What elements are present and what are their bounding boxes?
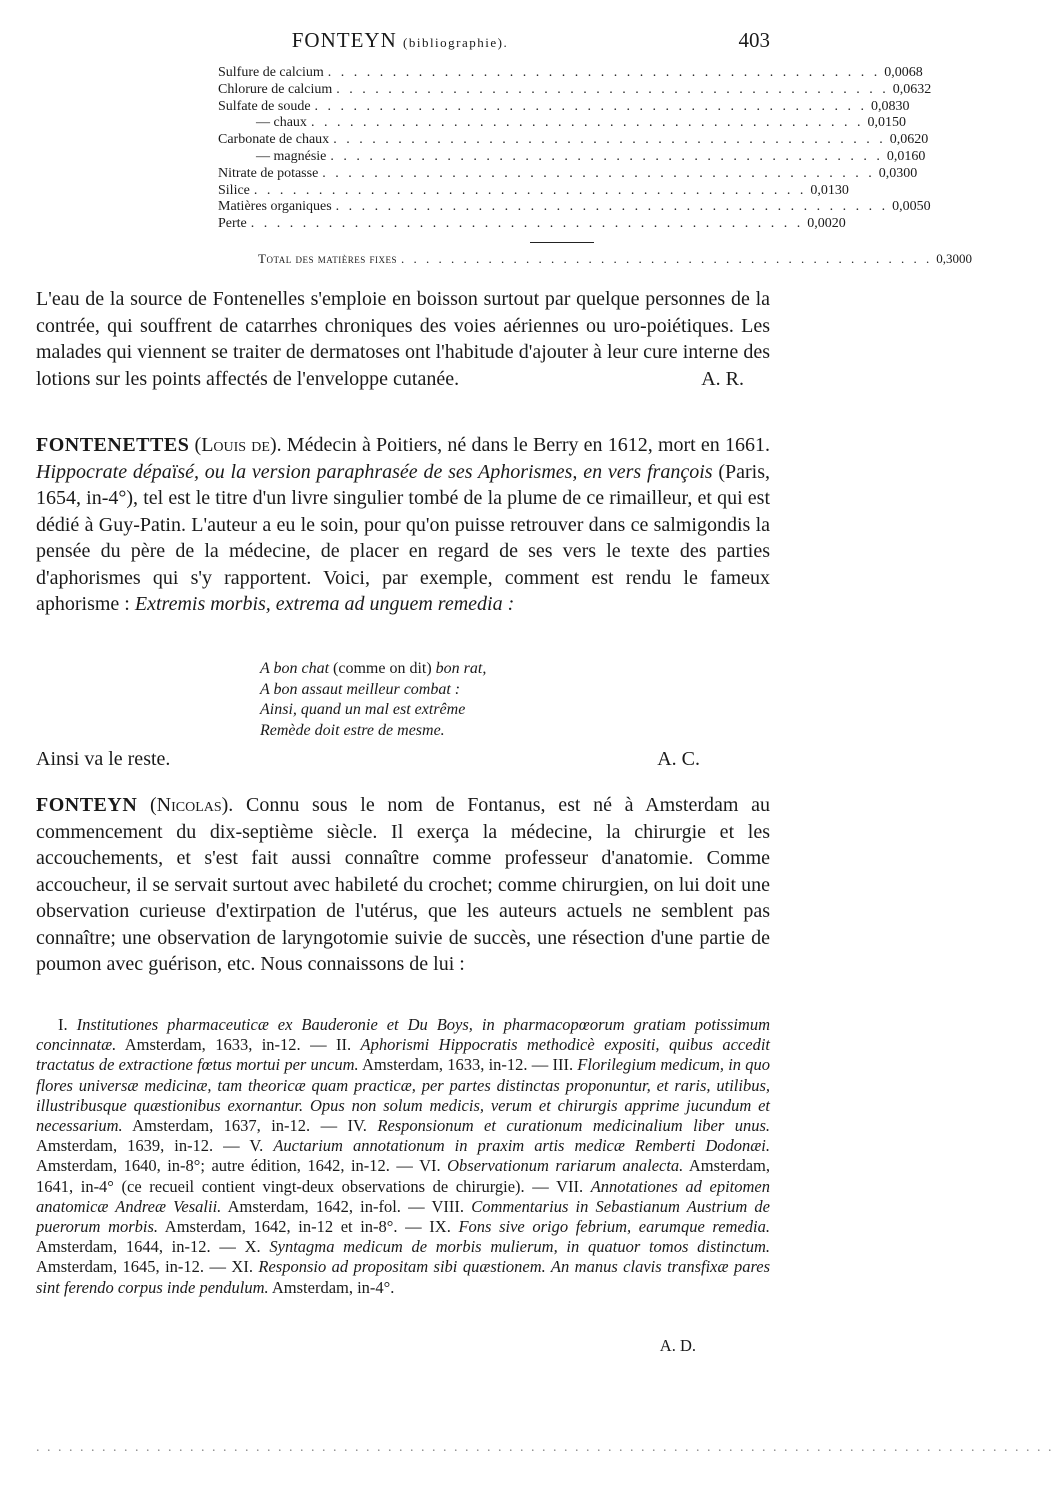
total-label: Total des matières fixes [258,251,397,266]
bibliography-item: XI. Responsio ad propositam sibi quæstionem. An manus clavis transfixæ pares sint ferendo corpus inde pendulum. Amsterdam, in-4°. [36,1257,770,1297]
analysis-row [218,148,926,166]
bibliography-title: Syntagma medicum de morbis mulierum, in quatuor tomos distinctum. [269,1237,770,1257]
bibliography-title: Aphorismi Hippocratis methodicè expositi, quibus accedit tractatus de extractione fœtus mortui per uncum. [36,1035,770,1075]
verse-line-1: A bon chat (comme on dit) bon rat, [260,660,487,677]
total-rule [530,242,594,243]
bibliography-title: Commentarius in Sebastianum Austrium de puerorum morbis. [36,1196,770,1237]
analysis-row-name: Chlorure de calcium [218,81,333,97]
bibliography-title: Observationum rariarum analecta. [447,1156,684,1176]
analysis-row-value: 0,0300 [878,165,918,181]
verse-line-4: Remède doit estre de mesme. [260,721,445,739]
bibliography-item: II. Aphorismi Hippocratis methodicè expositi, quibus accedit tractatus de extractione fœtus mortui per uncum. Amsterdam, 1633, in-12. — [36,1035,770,1075]
entry-fonteyn [36,792,770,978]
bibliography-title: Responsio ad propositam sibi quæstionem. An manus clavis transfixæ pares sint ferendo corpus inde pendulum. [36,1257,770,1297]
analysis-row-name: Sulfure de calcium [218,65,324,80]
analysis-row-value: 0,0632 [892,81,932,97]
analysis-row-name: — magnésie [256,148,327,164]
analysis-row-name: Sulfate de soude [218,98,311,114]
running-title-name: FONTEYN [291,28,397,52]
bibliography-title: Auctarium annotationum in praxim artis medicæ Remberti Dodonæi. [273,1136,770,1156]
analysis-row-value: 0,0020 [807,216,846,232]
signature-ar: A. R. [701,367,744,390]
bibliography-item: VI. Observationum rariarum analecta. Amsterdam, 1641, in-4° (ce recueil contient vingt-deux observations de chirurgie). — [36,1156,770,1196]
analysis-table [218,65,972,266]
analysis-row [218,165,918,183]
bibliography-item: IX. Fons sive origo febrium, earumque remedia. Amsterdam, 1644, in-12. — [36,1217,770,1257]
running-title-sub: (bibliographie). [403,35,509,50]
entry-given-name: (Nicolas). [149,794,234,816]
analysis-row-value: 0,0830 [871,98,910,114]
analysis-row [218,199,931,216]
verse-line-2: A bon assaut meilleur combat : [260,680,461,698]
bibliography-item: I. Institutiones pharmaceuticæ ex Bauderonie et Du Boys, in pharmacopœorum gratiam potissimum concinnatæ. Amsterdam, 1633, in-12. — [36,1015,770,1055]
entry-fontenettes [36,432,770,618]
book-title: Hippocrate dépaïsé, ou la version paraphrasée de ses Aphorismes, en vers françois [36,460,713,483]
analysis-row [218,81,932,99]
bibliography-item: VIII. Commentarius in Sebastianum Austrium de puerorum morbis. Amsterdam, 1642, in-12 et in-8°. — [36,1196,770,1237]
entry-text-a: Médecin à Poitiers, né dans le Berry en 1612, mort en 1661. [281,434,771,456]
analysis-row [218,182,849,200]
entry-headword: FONTENETTES [36,434,190,456]
analysis-row-value: 0,0068 [884,65,923,80]
signature-ad: A. D. [659,1336,696,1355]
analysis-row-value: 0,0050 [892,199,931,215]
analysis-row-name: — chaux [256,115,307,131]
analysis-row-name: Silice [218,182,250,198]
signature-ac: A. C. [657,748,700,770]
bibliography-item: III. Florilegium medicum, in quo flores universæ medicinæ, tam theoricæ quam practicæ, per partes distinctas proponuntur, et raris, utilibus, illustribusque quæstionibus exornantur. Opus non solum medicis, verum et chirurgis apprime jucundum et necessarium. Amsterdam, 1637, in-12. — [36,1055,771,1136]
analysis-row-name: Matières organiques [218,199,332,215]
footer-rule: . . . . . . . . . . . . . . . . . . . . . . . . . . . . . . . . . . . . . . . . . . . . . . . . . . . . . . . . . . . . . . . . . . . . . . . . . . . . . . . . . . . . . . . . . . . . . [36,1440,1054,1455]
bibliography-title: Fons sive origo febrium, earumque remedia. [458,1217,770,1237]
running-title [0,28,800,53]
analysis-row [218,98,910,116]
analysis-total-row [258,251,972,268]
analysis-row-value: 0,0150 [867,115,906,131]
analysis-row [218,65,923,82]
bibliography-list [36,1015,770,1298]
page-number: 403 [738,28,770,52]
entry-text: Connu sous le nom de Fontanus, est né à Amsterdam au commencement du dix-septième siècle. Il exerça la médecine, la chirurgie et les accouchements, et s'est fait aussi connaître comme professeur d'anatomie. Comme accoucheur, il se servait surtout avec habileté du crochet; comme chirurgien, on lui doit une observation curieuse d'extirpation de l'utérus, que les auteurs actuels ne semblent pas connaître; une observation de laryngotomie suivie de succès, une résection d'une partie de poumon avec guérison, etc. Nous connaissons de lui : [36,794,770,975]
bibliography-title: Florilegium medicum, in quo flores universæ medicinæ, tam theoricæ quam practicæ, per partes distinctas proponuntur, et raris, utilibus, illustribusque quæstionibus exornantur. Opus non solum medicis, verum et chirurgis apprime jucundum et necessarium. [36,1055,771,1136]
aphorism-quote: Extremis morbis, extrema ad unguem remedia : [134,593,515,615]
entry-headword: FONTEYN [36,794,138,816]
entry-text-b: (Paris, 1654, in-4°), tel est le titre d'un livre singulier tombé de la plume de ce rimailleur, et qui est dédié à Guy-Patin. L'auteur a eu le soin, pour qu'on puisse retrouver dans ce salmigondis la pensée du père de la médecine, de placer en regard de ses vers le texte des parties d'aphorismes qui s'y rapportent. Voici, par exemple, comment est rendu le fameux aphorisme : [36,460,770,615]
bibliography-item: X. Syntagma medicum de morbis mulierum, in quatuor tomos distinctum. Amsterdam, 1645, in-12. — [36,1237,770,1277]
paragraph-fontenelles [36,286,770,392]
paragraph-text: L'eau de la source de Fontenelles s'emploie en boisson surtout par quelque personnes de la contrée, qui souffrent de catarrhes chroniques des voies aériennes ou uro-poiétiques. Les malades qui viennent se traiter de dermatoses ont l'habitude d'ajouter à leur cure interne des lotions sur les points affectés de l'enveloppe cutanée. [36,288,770,390]
running-header [0,28,800,58]
closing-text: Ainsi va le reste. [36,748,171,770]
bibliography-item: IV. Responsionum et curationum medicinalium liber unus. Amsterdam, 1639, in-12. — [36,1116,770,1156]
bibliography-title: Responsionum et curationum medicinalium liber unus. [377,1116,770,1136]
verse-line-3: Ainsi, quand un mal est extrême [260,701,466,718]
analysis-row-value: 0,0160 [886,148,926,164]
analysis-row [218,132,929,149]
analysis-row-name: Carbonate de chaux [218,132,330,148]
analysis-row-value: 0,0130 [810,182,849,198]
bibliography-item: VII. Annotationes ad epitomen anatomicæ Andreæ Vesalii. Amsterdam, 1642, in-fol. — [36,1176,770,1216]
analysis-row [218,216,846,233]
bibliography-item: V. Auctarium annotationum in praxim artis medicæ Remberti Dodonæi. Amsterdam, 1640, in-8°; autre édition, 1642, in-12. — [36,1136,770,1176]
bibliography-title: Annotationes ad epitomen anatomicæ Andreæ Vesalii. [36,1176,770,1216]
analysis-row [218,115,906,132]
verse-block [260,659,680,741]
total-value: 0,3000 [936,251,972,266]
entry-given-name: (Louis de). [194,434,282,456]
bibliography-title: Institutiones pharmaceuticæ ex Bauderonie et Du Boys, in pharmacopœorum gratiam potissimum concinnatæ. [36,1015,770,1055]
analysis-row-name: Perte [218,216,247,232]
analysis-row-name: Nitrate de potasse [218,165,319,181]
analysis-row-value: 0,0620 [889,132,929,148]
closing-line [36,746,770,772]
